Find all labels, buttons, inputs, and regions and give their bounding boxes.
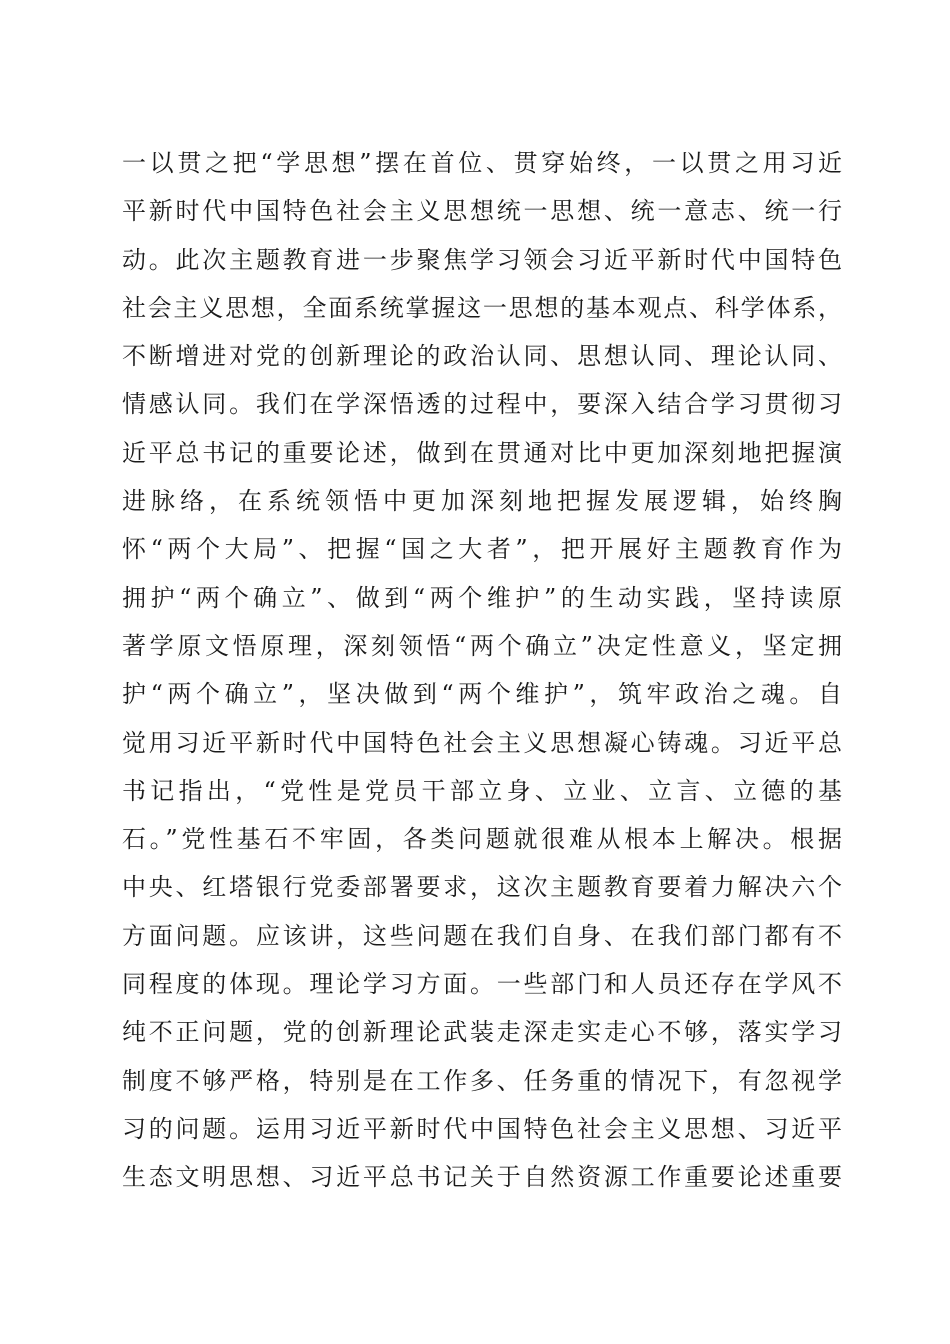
text-line: 不断增进对党的创新理论的政治认同、思想认同、理论认同、 (122, 342, 842, 371)
text-line: 情感认同。我们在学深悟透的过程中，要深入结合学习贯彻习 (122, 390, 842, 419)
text-line: 动。此次主题教育进一步聚焦学习领会习近平新时代中国特色 (122, 245, 842, 274)
text-line: 拥护“两个确立”、做到“两个维护”的生动实践，坚持读原 (122, 583, 842, 612)
text-line: 著学原文悟原理，深刻领悟“两个确立”决定性意义，坚定拥 (122, 631, 842, 660)
text-line: 书记指出，“党性是党员干部立身、立业、立言、立德的基 (122, 776, 842, 805)
text-line: 近平总书记的重要论述，做到在贯通对比中更加深刻地把握演 (122, 438, 842, 467)
text-line: 习的问题。运用习近平新时代中国特色社会主义思想、习近平 (122, 1114, 842, 1143)
text-line: 觉用习近平新时代中国特色社会主义思想凝心铸魂。习近平总 (122, 728, 842, 757)
text-line: 纯不正问题，党的创新理论武装走深走实走心不够，落实学习 (122, 1018, 842, 1047)
text-line: 同程度的体现。理论学习方面。一些部门和人员还存在学风不 (122, 970, 842, 999)
text-line: 护“两个确立”，坚决做到“两个维护”，筑牢政治之魂。自 (122, 680, 842, 709)
text-line: 社会主义思想，全面系统掌握这一思想的基本观点、科学体系， (122, 293, 842, 322)
text-line: 中央、红塔银行党委部署要求，这次主题教育要着力解决六个 (122, 873, 842, 902)
text-line: 怀“两个大局”、把握“国之大者”，把开展好主题教育作为 (122, 535, 842, 564)
body-text (122, 139, 842, 1202)
text-line: 方面问题。应该讲，这些问题在我们自身、在我们部门都有不 (122, 921, 842, 950)
text-line: 制度不够严格，特别是在工作多、任务重的情况下，有忽视学 (122, 1066, 842, 1095)
text-line: 进脉络，在系统领悟中更加深刻地把握发展逻辑，始终胸 (122, 487, 842, 516)
text-line: 一以贯之把“学思想”摆在首位、贯穿始终，一以贯之用习近 (122, 149, 842, 177)
text-line: 生态文明思想、习近平总书记关于自然资源工作重要论述重要 (122, 1163, 842, 1192)
text-line: 平新时代中国特色社会主义思想统一思想、统一意志、统一行 (122, 197, 842, 226)
text-line: 石。”党性基石不牢固，各类问题就很难从根本上解决。根据 (122, 825, 842, 854)
